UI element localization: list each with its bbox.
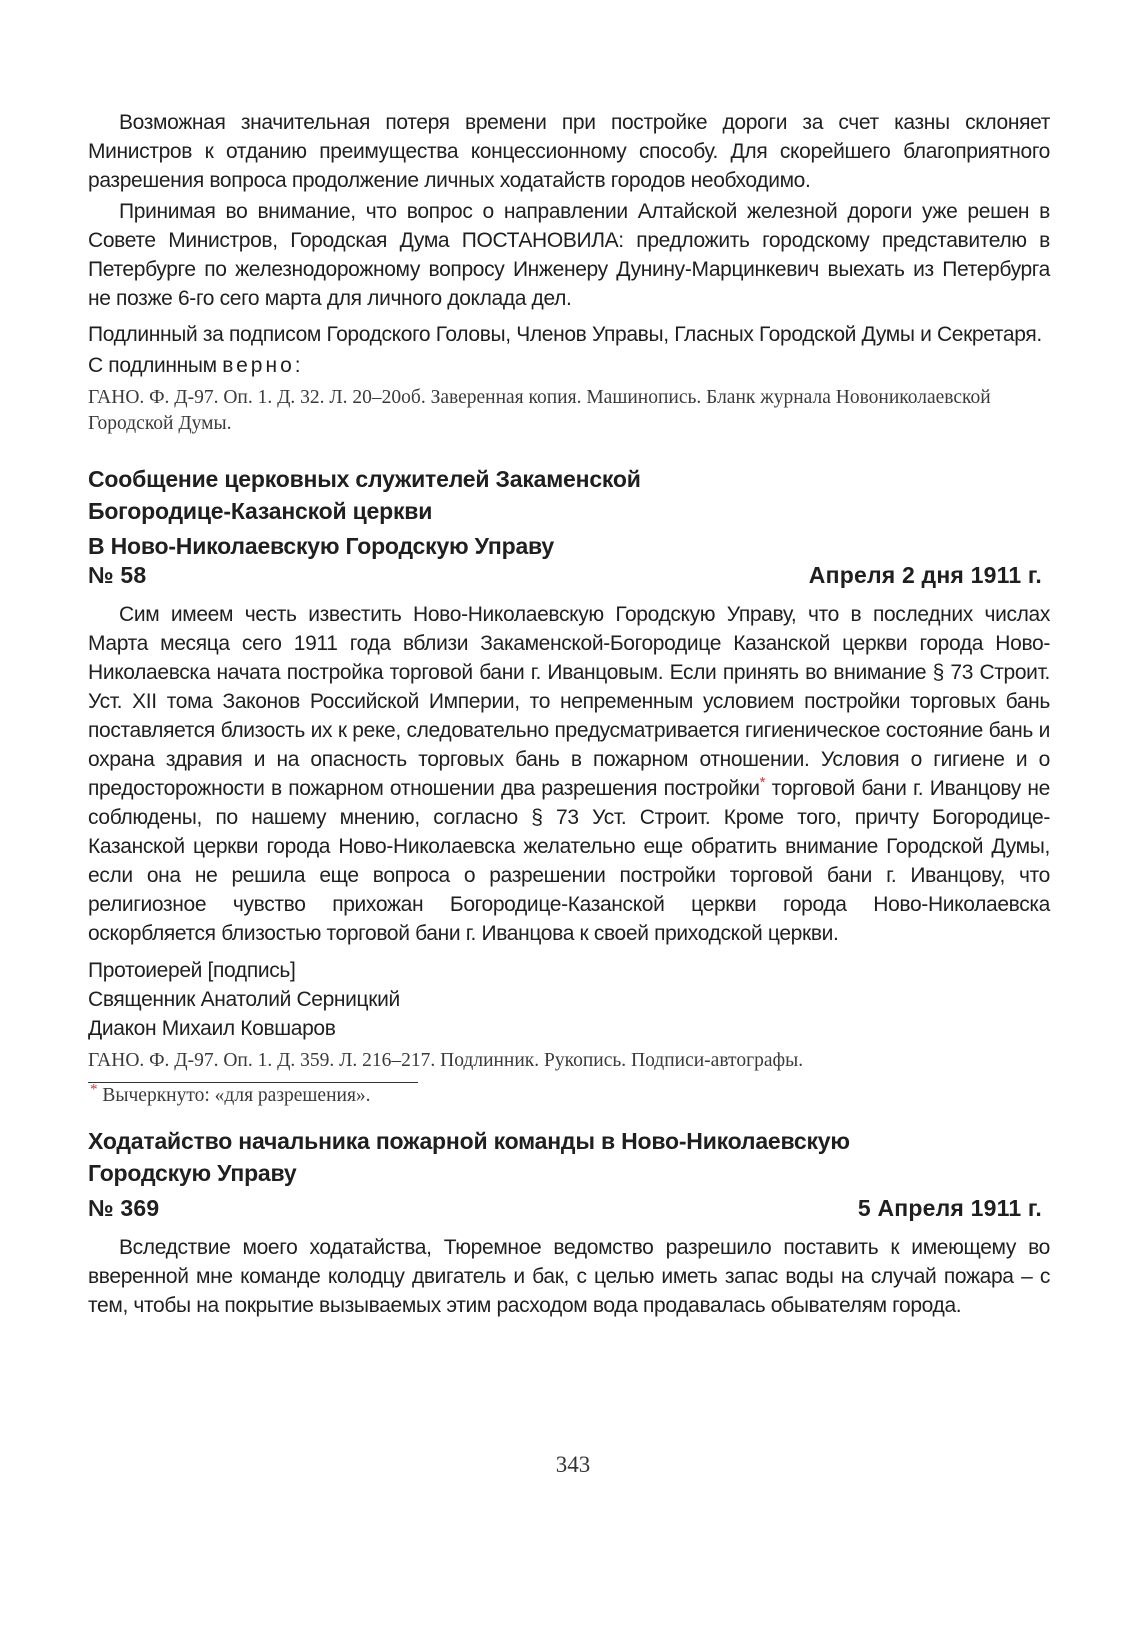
page-content [88,108,1050,1320]
archival-reference-1: ГАНО. Ф. Д-97. Оп. 1. Д. 32. Л. 20–20об. Заверенная копия. Машинопись. Бланк журнала Новониколаевской Городской Думы. [88,387,991,434]
doc1-number-date-row [88,560,1050,590]
doc2-number: № 369 [88,1195,160,1221]
signature-line: Священник Анатолий Серницкий [88,988,400,1011]
doc1-body-part-2: торговой бани г. Иванцову не соблюдены, по нашему мнению, согласно § 73 Уст. Строит. Кроме того, причту Богородице-Казанской церкви города Ново-Николаевска желательно еще обратить внимание Городской Думы, если она не решила еще вопроса о разрешении постройки торговой бани г. Иванцову, что религиозное чувство прихожан Богородице-Казанской церкви города Ново-Николаевска оскорбляется близостью торговой бани г. Иванцова к своей приходской церкви. [88,777,1050,945]
footnote-marker: * [90,1081,98,1098]
document-2 [88,1125,1050,1320]
doc1-title-line-2: Богородице-Казанской церкви [88,498,433,524]
intro-paragraph-2: Принимая во внимание, что вопрос о направлении Алтайской железной дороги уже решен в Совете Министров, Городская Дума ПОСТАНОВИЛА: предложить городскому представителю в Петербурге по железнодорожному вопросу Инженеру Дунину-Марцинкевич выехать из Петербурга не позже 6-го сего марта для личного доклада дел. [88,200,1050,310]
doc2-number-date-row [88,1193,1050,1223]
signature-line: Диакон Михаил Ковшаров [88,1017,336,1040]
page-number: 343 [555,1452,591,1477]
doc1-addressee: В Ново-Николаевскую Городскую Управу [88,533,555,559]
footnote-text: Вычеркнуто: «для разрешения». [97,1085,371,1106]
doc2-title-line-1: Ходатайство начальника пожарной команды в Ново-Николаевскую [88,1128,850,1154]
signature-line: Протоиерей [подпись] [88,959,296,982]
copy-verified-prefix: С подлинным [88,354,217,377]
doc1-date: Апреля 2 дня 1911 г. [808,562,1042,588]
doc1-body [88,600,1050,948]
document-1 [88,463,1050,1109]
footnote [88,1083,1050,1109]
doc1-body-part-1: Сим имеем честь известить Ново-Николаевскую Городскую Управу, что в последних числах Марта месяца сего 1911 года вблизи Закаменской-Богородице Казанской церкви города Ново-Николаевска начата постройка торговой бани г. Иванцовым. Если принять во внимание § 73 Строит. Уст. XII тома Законов Российской Империи, то непременным условием постройки торговых бань поставляется близость их к реке, следовательно предусматривается гигиеническое состояние бань и охрана здравия и на опасность торговых бань в пожарном отношении. Условия о гигиене и о предосторожности в пожарном отношении два разрешения постройки [88,603,1050,800]
signature-note: Подлинный за подписом Городского Головы, Членов Управы, Гласных Городской Думы и Секретаря. [88,323,1042,346]
archival-reference-2: ГАНО. Ф. Д-97. Оп. 1. Д. 359. Л. 216–217. Подлинник. Рукопись. Подписи-автографы. [88,1050,804,1071]
intro-paragraph-1: Возможная значительная потеря времени при постройке дороги за счет казны склоняет Министров к отданию преимущества концессионному способу. Для скорейшего благоприятного разрешения вопроса продолжение личных ходатайств городов необходимо. [88,111,1050,192]
doc1-signatures [88,956,1050,1043]
copy-verified [88,351,1050,380]
doc1-number: № 58 [88,562,147,588]
doc2-title-line-2: Городскую Управу [88,1160,297,1186]
doc1-title-line-1: Сообщение церковных служителей Закаменской [88,466,641,492]
doc2-body: Вследствие моего ходатайства, Тюремное ведомство разрешило поставить к имеющему во вверенной мне команде колодцу двигатель и бак, с целью иметь запас воды на случай пожара – с тем, чтобы на покрытие вызываемых этим расходом вода продавалась обывателям города. [88,1236,1050,1317]
doc2-date: 5 Апреля 1911 г. [857,1195,1042,1221]
footnote-marker: * [759,774,766,791]
copy-verified-word: верно: [222,354,304,377]
